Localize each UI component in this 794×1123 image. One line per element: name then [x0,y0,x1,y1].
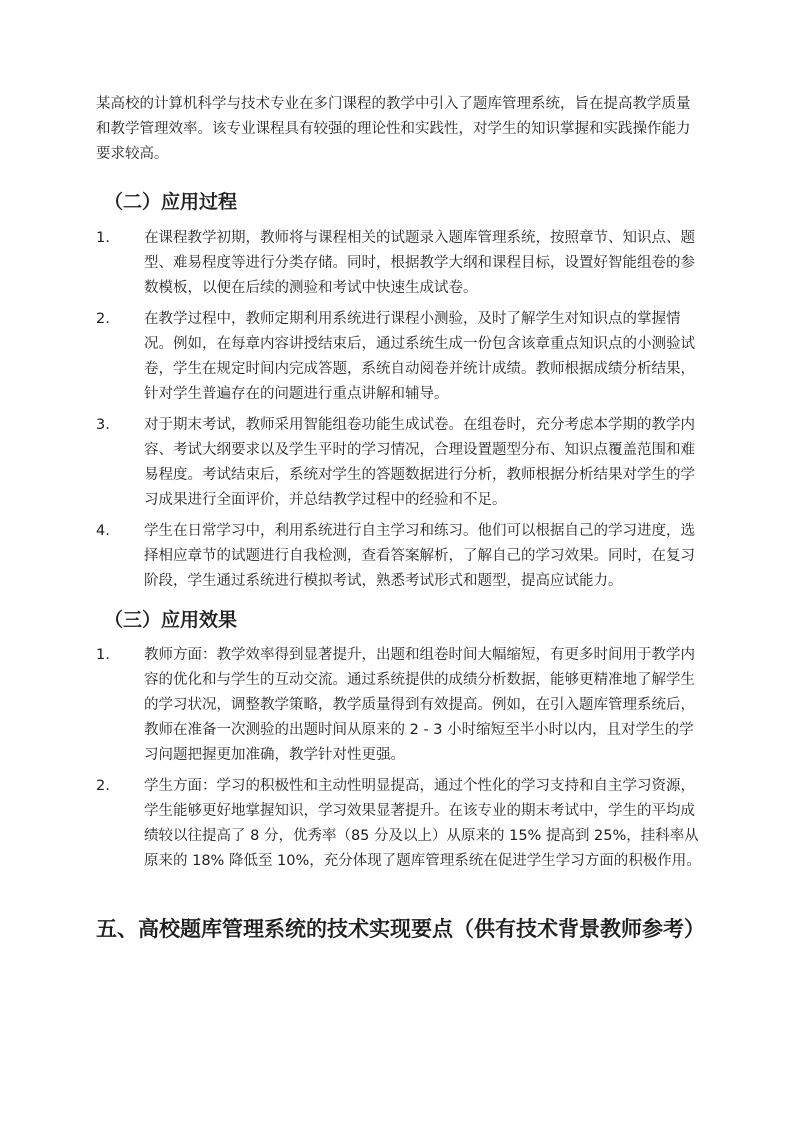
intro-paragraph: 某高校的计算机科学与技术专业在多门课程的教学中引入了题库管理系统，旨在提高教学质量和教学管理效率。该专业课程具有较强的理论性和实践性，对学生的知识掌握和实践操作能力要求较高。 [96,96,691,162]
list-item [96,643,704,768]
list-text: 学生方面：学习的积极性和主动性明显提高，通过个性化的学习支持和自主学习资源，学生能够更好地掌握知识，学习效果显著提升。在该专业的期末考试中，学生的平均成绩较以往提高了 8 分，优秀率（85 分及以上）从原来的 15% 提高到 25%，挂科率从原来的 18% 降低至 10%，充分体现了题库管理系统在促进学生学习方面的积极作用。 [144,778,701,869]
list-number: 2. [96,778,110,794]
list-text: 学生在日常学习中，利用系统进行自主学习和练习。他们可以根据自己的学习进度，选择相应章节的试题进行自我检测，查看答案解析，了解自己的学习效果。同时，在复习阶段，学生通过系统进行模拟考试，熟悉考试形式和题型，提高应试能力。 [144,523,695,589]
list-item [96,307,704,407]
list-number: 1. [96,647,110,663]
list-text: 在课程教学初期，教师将与课程相关的试题录入题库管理系统，按照章节、知识点、题型、难易程度等进行分类存储。同时，根据教学大纲和课程目标，设置好智能组卷的参数模板，以便在后续的测验和考试中快速生成试卷。 [144,230,695,296]
effect-list [96,643,704,880]
list-number: 2. [96,311,110,327]
heading-technical-points: 五、高校题库管理系统的技术实现要点（供有技术背景教师参考） [96,917,705,941]
process-list [96,226,704,600]
list-item [96,413,704,513]
heading-application-effect: （三）应用效果 [104,609,238,631]
list-item [96,774,704,874]
list-item [96,519,704,594]
list-text: 在教学过程中，教师定期利用系统进行课程小测验，及时了解学生对知识点的掌握情况。例如，在每章内容讲授结束后，通过系统生成一份包含该章重点知识点的小测验试卷，学生在规定时间内完成答题，系统自动阅卷并统计成绩。教师根据成绩分析结果，针对学生普遍存在的问题进行重点讲解和辅导。 [144,311,695,402]
list-item [96,226,704,301]
list-number: 3. [96,417,110,433]
list-text: 对于期末考试，教师采用智能组卷功能生成试卷。在组卷时，充分考虑本学期的教学内容、考试大纲要求以及学生平时的学习情况，合理设置题型分布、知识点覆盖范围和难易程度。考试结束后，系统对学生的答题数据进行分析，教师根据分析结果对学生的学习成果进行全面评价，并总结教学过程中的经验和不足。 [144,417,695,508]
list-number: 4. [96,523,110,539]
list-number: 1. [96,230,110,246]
list-text: 教师方面：教学效率得到显著提升，出题和组卷时间大幅缩短，有更多时间用于教学内容的优化和与学生的互动交流。通过系统提供的成绩分析数据，能够更精准地了解学生的学习状况，调整教学策略，教学质量得到有效提高。例如，在引入题库管理系统后，教师在准备一次测验的出题时间从原来的 2 - 3 小时缩短至半小时以内，且对学生的学习问题把握更加准确，教学针对性更强。 [144,647,695,763]
heading-application-process: （二）应用过程 [104,191,238,213]
